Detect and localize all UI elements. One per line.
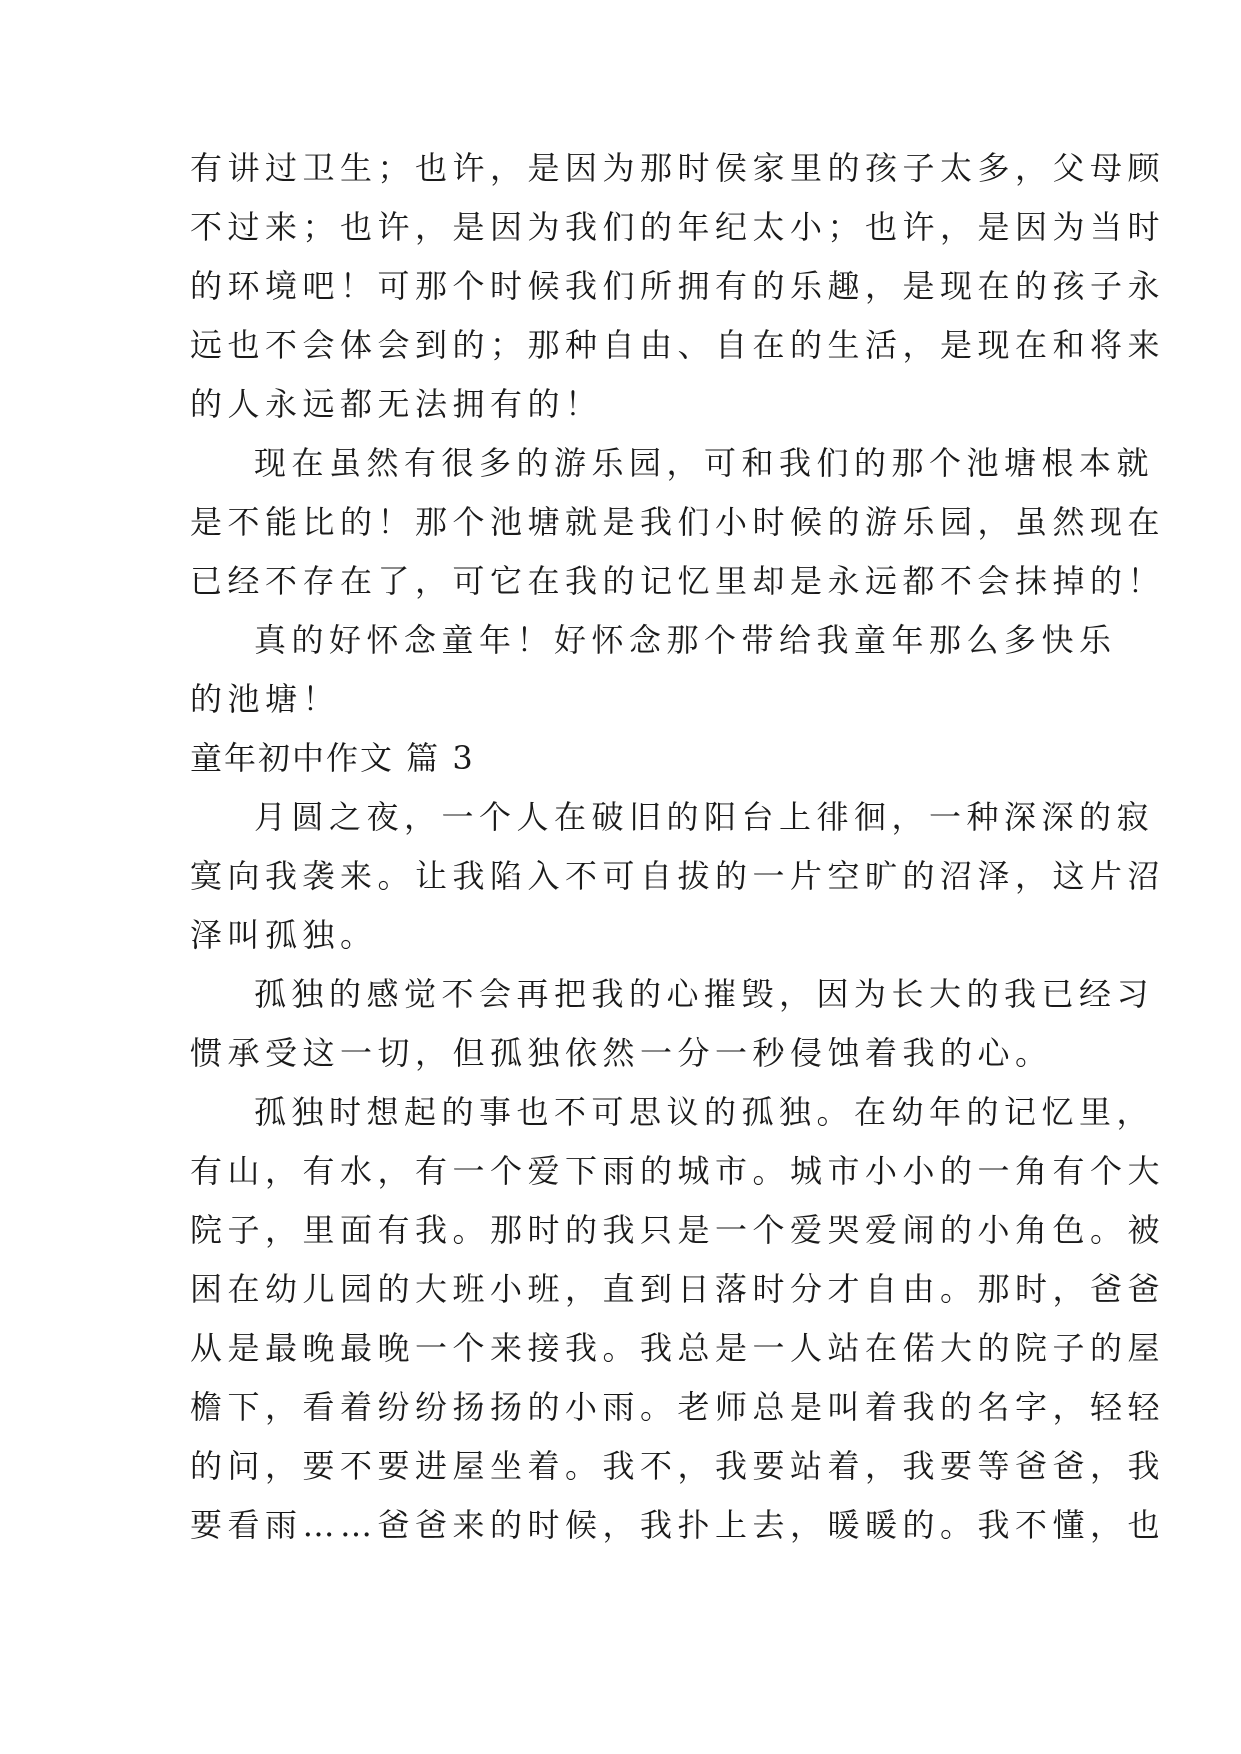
text-line: 的环境吧！可那个时候我们所拥有的乐趣，是现在的孩子永: [190, 267, 1166, 305]
text-line: 有讲过卫生；也许，是因为那时侯家里的孩子太多，父母顾: [190, 149, 1166, 187]
text-line: 真的好怀念童年！好怀念那个带给我童年那么多快乐: [254, 621, 1117, 659]
text-line: 有山，有水，有一个爱下雨的城市。城市小小的一角有个大: [190, 1152, 1166, 1190]
text-line: 要看雨……爸爸来的时候，我扑上去，暖暖的。我不懂，也: [190, 1506, 1166, 1544]
text-line: 的问，要不要进屋坐着。我不，我要站着，我要等爸爸，我: [190, 1447, 1166, 1485]
text-line: 已经不存在了，可它在我的记忆里却是永远都不会抹掉的！: [190, 562, 1166, 600]
text-line: 现在虽然有很多的游乐园，可和我们的那个池塘根本就: [254, 444, 1155, 482]
text-line: 不过来；也许，是因为我们的年纪太小；也许，是因为当时: [190, 208, 1166, 246]
text-line: 远也不会体会到的；那种自由、自在的生活，是现在和将来: [190, 326, 1166, 364]
text-line: 的池塘！: [190, 680, 341, 718]
text-line: 的人永远都无法拥有的！: [190, 385, 603, 423]
section-heading: 童年初中作文 篇 3: [190, 739, 475, 777]
text-line: 月圆之夜，一个人在破旧的阳台上徘徊，一种深深的寂: [254, 798, 1155, 836]
text-line: 檐下，看着纷纷扬扬的小雨。老师总是叫着我的名字，轻轻: [190, 1388, 1166, 1426]
text-line: 寞向我袭来。让我陷入不可自拔的一片空旷的沼泽，这片沼: [190, 857, 1166, 895]
text-line: 是不能比的！那个池塘就是我们小时候的游乐园，虽然现在: [190, 503, 1166, 541]
text-line: 惯承受这一切，但孤独依然一分一秒侵蚀着我的心。: [190, 1034, 1053, 1072]
text-line: 困在幼儿园的大班小班，直到日落时分才自由。那时，爸爸: [190, 1270, 1166, 1308]
text-line: 泽叫孤独。: [190, 916, 378, 954]
text-line: 孤独时想起的事也不可思议的孤独。在幼年的记忆里，: [254, 1093, 1155, 1131]
text-line: 院子，里面有我。那时的我只是一个爱哭爱闹的小角色。被: [190, 1211, 1166, 1249]
text-line: 孤独的感觉不会再把我的心摧毁，因为长大的我已经习: [254, 975, 1155, 1013]
text-line: 从是最晚最晚一个来接我。我总是一人站在偌大的院子的屋: [190, 1329, 1166, 1367]
